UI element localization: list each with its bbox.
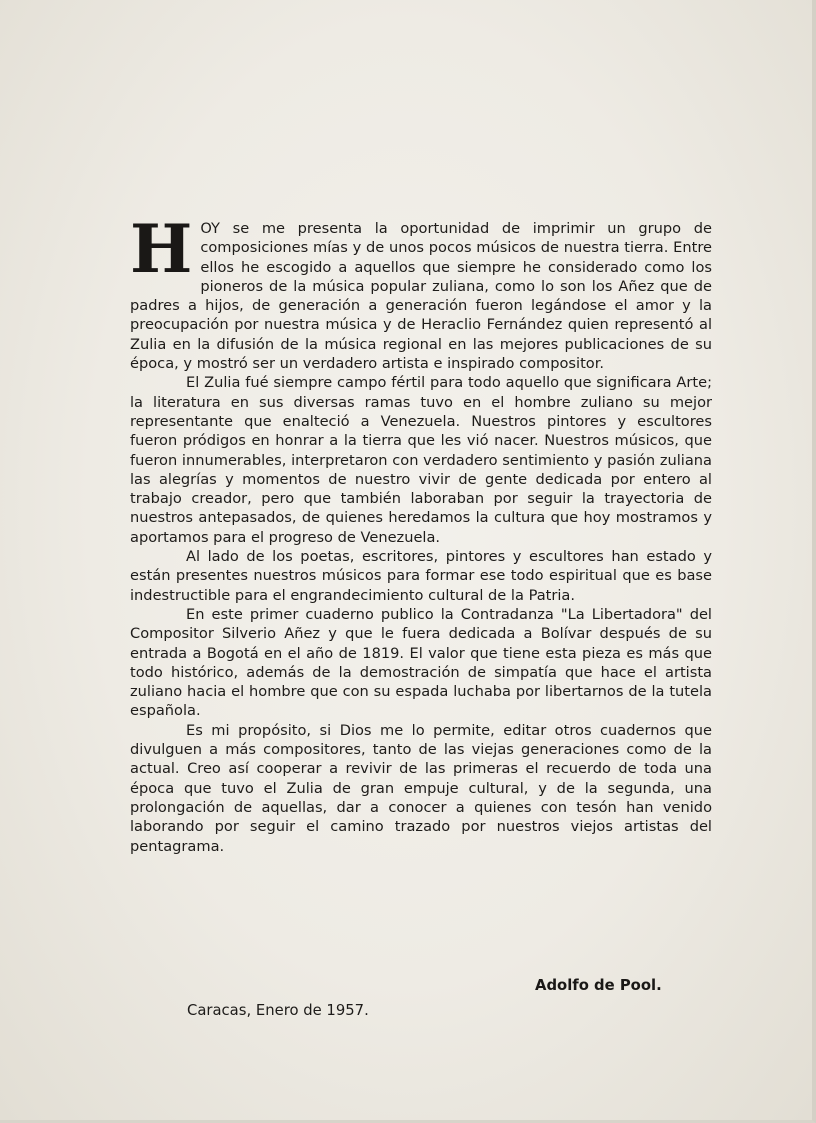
paragraph-1 [130, 210, 712, 373]
paragraph-1-text: OY se me presenta la oportunidad de imprimir un grupo de composiciones mías y de unos pocos músicos de nuestra tierra. Entre ellos he escogido a aquellos que siempre he considerado como los pioneros de la música popular zuliana, como lo son los Añez que de padres a hijos, de generación a generación fueron legándose el amor y la preocupación por nuestra música y de Heraclio Fernández quien representó al Zulia en la difusión de la música regional en las mejores publicaciones de su época, y mostró ser un verdadero artista e inspirado compositor. [130, 220, 712, 373]
paragraph-2: El Zulia fué siempre campo fértil para todo aquello que significara Arte; la literatura en sus diversas ramas tuvo en el hombre zuliano su mejor representante que enalteció a Venezuela. Nuestros pintores y escultores fueron pródigos en honrar a la tierra que les vió nacer. Nuestros músicos, que fueron innumerables, interpretaron con verdadero sentimiento y pasión zuliana las alegrías y momentos de nuestro vivir de gente dedicada por entero al trabajo creador, pero que también laboraban por seguir la trayectoria de nuestros antepasados, de quienes heredamos la cultura que hoy mostramos y aportamos para el progreso de Venezuela. [130, 374, 712, 546]
dateline: Caracas, Enero de 1957. [187, 1002, 369, 1019]
letter-body [130, 210, 712, 856]
drop-cap: H [130, 210, 193, 288]
paragraph-4: En este primer cuaderno publico la Contradanza "La Libertadora" del Compositor Silverio Añez y que le fuera dedicada a Bolívar después de su entrada a Bogotá en el año de 1819. El valor que tiene esta pieza es más que todo histórico, además de la demostración de simpatía que hace el artista zuliano hacia el hombre que con su espada luchaba por libertarnos de la tutela española. [130, 605, 712, 720]
signature: Adolfo de Pool. [535, 977, 662, 994]
paragraph-3: Al lado de los poetas, escritores, pintores y escultores han estado y están presentes nuestros músicos para formar ese todo espiritual que es base indestructible para el engrandecimiento cultural de la Patria. [130, 548, 712, 604]
paragraph-5: Es mi propósito, si Dios me lo permite, editar otros cuadernos que divulguen a más compositores, tanto de las viejas generaciones como de la actual. Creo así cooperar a revivir de las primeras el recuerdo de toda una época que tuvo el Zulia de gran empuje cultural, y de la segunda, una prolongación de aquellas, dar a conocer a quienes con tesón han venido laborando por seguir el camino trazado por nuestros viejos artistas del pentagrama. [130, 721, 712, 855]
